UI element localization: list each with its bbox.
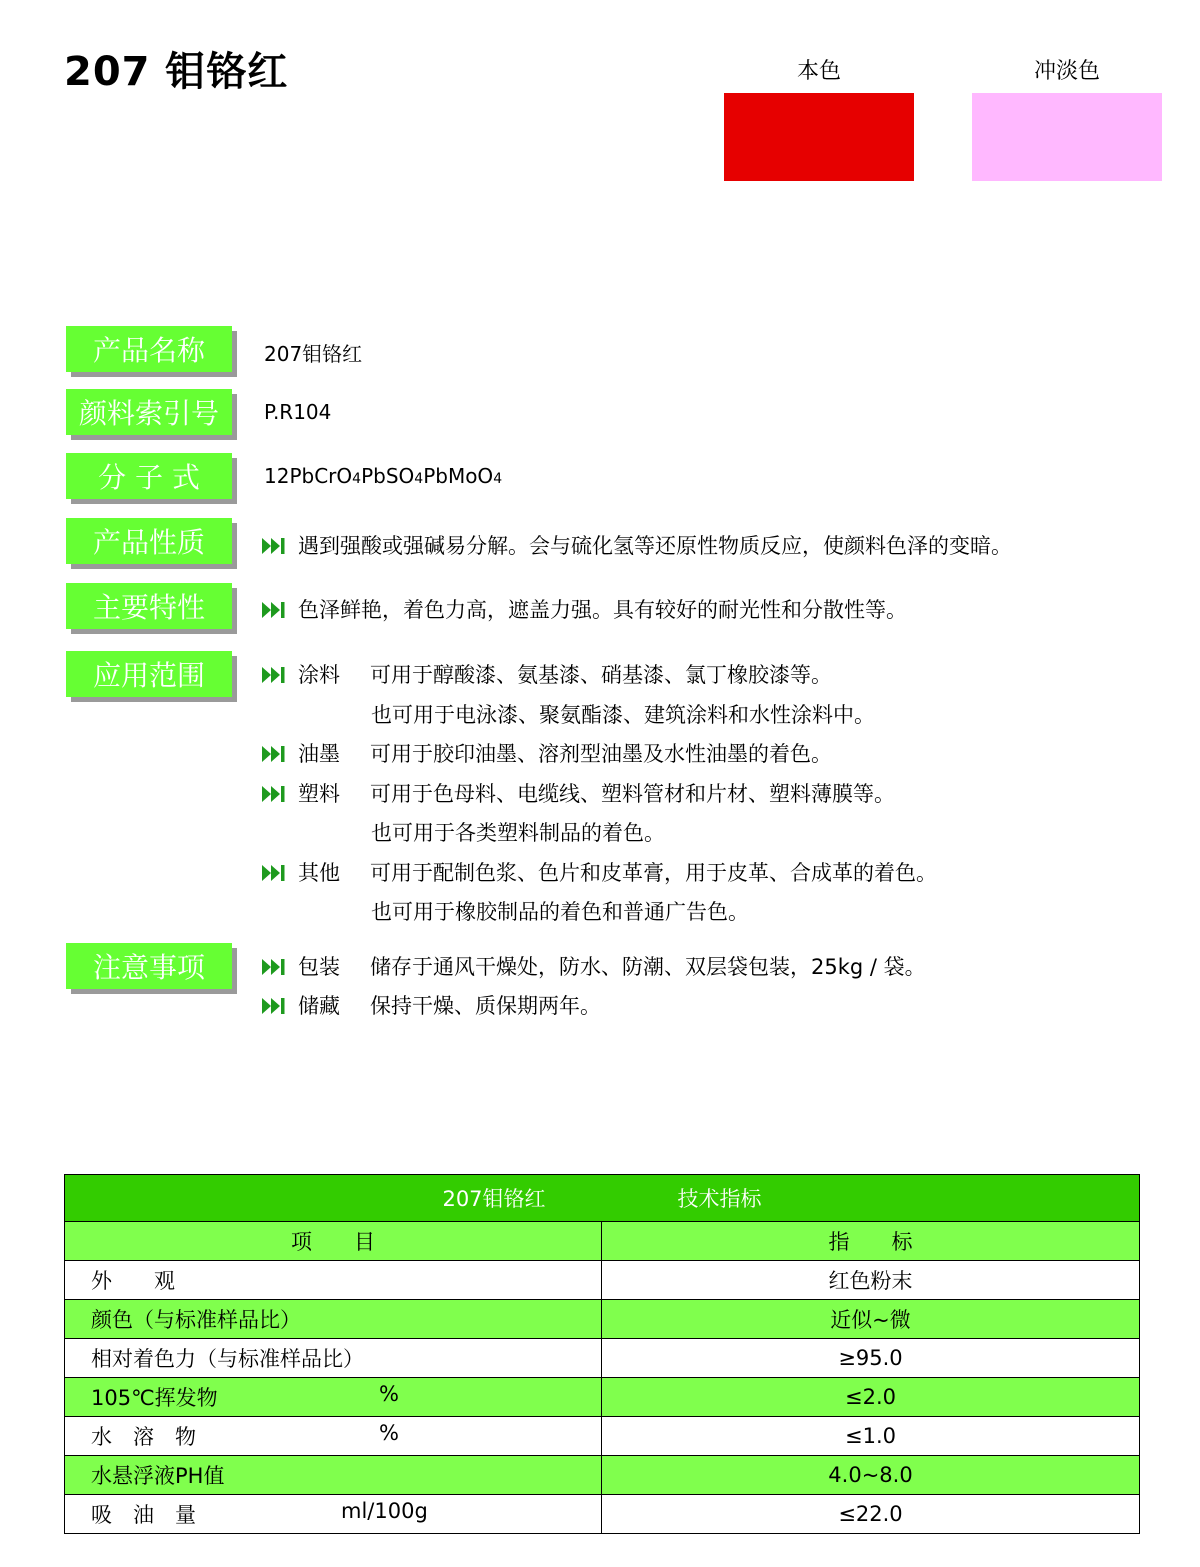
fast-forward-icon bbox=[262, 998, 286, 1014]
application-line: 也可用于橡胶制品的着色和普通广告色。 bbox=[371, 900, 749, 924]
row-unit: ml/100g bbox=[341, 1499, 428, 1523]
row-value: 4.0~8.0 bbox=[602, 1456, 1140, 1495]
table-row bbox=[65, 1378, 1140, 1417]
fast-forward-icon bbox=[262, 786, 286, 802]
row-unit: % bbox=[379, 1421, 399, 1445]
application-category: 油墨 bbox=[298, 742, 340, 766]
application-line: 也可用于电泳漆、聚氨酯漆、建筑涂料和水性涂料中。 bbox=[371, 703, 875, 727]
formula-part: PbSO bbox=[361, 464, 415, 488]
table-row bbox=[65, 1456, 1140, 1495]
fast-forward-icon bbox=[262, 538, 286, 554]
fast-forward-icon bbox=[262, 865, 286, 881]
application-item: 油墨 可用于胶印油墨、溶剂型油墨及水性油墨的着色。 bbox=[262, 738, 832, 768]
label-pigment-index: 颜料索引号 bbox=[66, 389, 232, 435]
swatch-label-tint: 冲淡色 bbox=[1033, 59, 1100, 84]
notes-item: 包装 储存于通风干燥处，防水、防潮、双层袋包装，25kg / 袋。 bbox=[262, 951, 926, 981]
label-main-features: 主要特性 bbox=[66, 583, 232, 629]
application-category: 塑料 bbox=[298, 782, 340, 806]
row-item: 外 观 bbox=[65, 1261, 602, 1300]
formula-sub: 4 bbox=[414, 471, 424, 487]
formula-sub: 4 bbox=[352, 471, 362, 487]
fast-forward-icon bbox=[262, 959, 286, 975]
column-header-item: 项 目 bbox=[65, 1222, 602, 1261]
notes-category: 储藏 bbox=[298, 994, 340, 1018]
row-value: 近似~微 bbox=[602, 1300, 1140, 1339]
formula-sub: 4 bbox=[493, 471, 503, 487]
row-value: 红色粉末 bbox=[602, 1261, 1140, 1300]
row-item: 吸 油 量 ml/100g bbox=[65, 1495, 602, 1534]
application-category: 涂料 bbox=[298, 663, 340, 687]
row-item: 水 溶 物 % bbox=[65, 1417, 602, 1456]
row-value: ≤2.0 bbox=[602, 1378, 1140, 1417]
fast-forward-icon bbox=[262, 746, 286, 762]
formula-part: PbMoO bbox=[423, 464, 494, 488]
formula-value bbox=[264, 464, 502, 488]
label-product-nature: 产品性质 bbox=[66, 518, 232, 564]
spec-table-header-row bbox=[65, 1222, 1140, 1261]
row-item: 相对着色力（与标准样品比） bbox=[65, 1339, 602, 1378]
nature-line: 遇到强酸或强碱易分解。会与硫化氢等还原性物质反应，使颜料色泽的变暗。 bbox=[262, 530, 1012, 560]
row-value: ≥95.0 bbox=[602, 1339, 1140, 1378]
row-unit: % bbox=[379, 1382, 399, 1406]
label-product-name: 产品名称 bbox=[66, 326, 232, 372]
row-value: ≤1.0 bbox=[602, 1417, 1140, 1456]
column-header-value: 指 标 bbox=[602, 1222, 1140, 1261]
application-item: 涂料 可用于醇酸漆、氨基漆、硝基漆、氯丁橡胶漆等。 bbox=[262, 659, 832, 689]
label-notes: 注意事项 bbox=[66, 943, 232, 989]
spec-table-title-row bbox=[65, 1175, 1140, 1222]
table-row bbox=[65, 1261, 1140, 1300]
application-item: 其他 可用于配制色浆、色片和皮革膏，用于皮革、合成革的着色。 bbox=[262, 857, 937, 887]
notes-category: 包装 bbox=[298, 955, 340, 979]
application-line: 也可用于各类塑料制品的着色。 bbox=[371, 821, 665, 845]
spec-table bbox=[64, 1174, 1140, 1534]
row-item: 颜色（与标准样品比） bbox=[65, 1300, 602, 1339]
notes-item: 储藏 保持干燥、质保期两年。 bbox=[262, 990, 601, 1020]
label-application: 应用范围 bbox=[66, 651, 232, 697]
table-row bbox=[65, 1495, 1140, 1534]
spec-table-title: 207钼铬红 技术指标 bbox=[65, 1175, 1140, 1222]
swatch-masstone bbox=[724, 93, 914, 181]
application-category: 其他 bbox=[298, 861, 340, 885]
table-row bbox=[65, 1417, 1140, 1456]
formula-part: 12PbCrO bbox=[264, 464, 353, 488]
row-item: 水悬浮液PH值 bbox=[65, 1456, 602, 1495]
row-item: 105℃挥发物 % bbox=[65, 1378, 602, 1417]
features-line: 色泽鲜艳，着色力高，遮盖力强。具有较好的耐光性和分散性等。 bbox=[262, 594, 907, 624]
row-value: ≤22.0 bbox=[602, 1495, 1140, 1534]
fast-forward-icon bbox=[262, 602, 286, 618]
product-name-value: 207钼铬红 bbox=[264, 342, 363, 366]
page-title: 207 钼铬红 bbox=[64, 49, 289, 95]
table-row bbox=[65, 1339, 1140, 1378]
swatch-label-masstone: 本色 bbox=[796, 59, 841, 84]
label-formula: 分 子 式 bbox=[66, 453, 232, 499]
fast-forward-icon bbox=[262, 667, 286, 683]
pigment-index-value: P.R104 bbox=[264, 400, 332, 424]
swatch-tint bbox=[972, 93, 1162, 181]
application-item: 塑料 可用于色母料、电缆线、塑料管材和片材、塑料薄膜等。 bbox=[262, 778, 895, 808]
table-row bbox=[65, 1300, 1140, 1339]
